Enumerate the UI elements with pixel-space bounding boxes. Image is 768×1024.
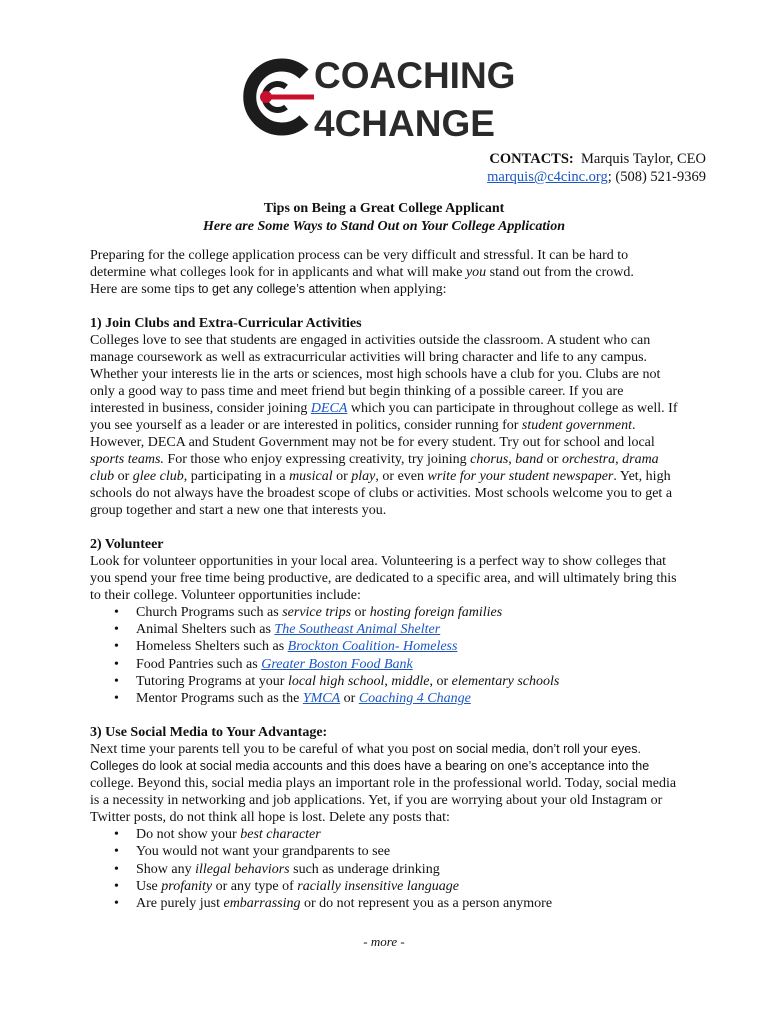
logo-accent-dot xyxy=(260,91,272,103)
text: orchestra xyxy=(561,452,616,467)
text: chorus xyxy=(470,452,509,467)
text: write for your student newspaper xyxy=(427,469,614,484)
text: profanity xyxy=(161,878,213,894)
text: Homeless Shelters such as xyxy=(136,639,288,655)
text: racially insensitive language xyxy=(297,878,459,894)
text: drama club xyxy=(90,452,659,484)
text: band xyxy=(515,452,544,467)
text: sports teams. xyxy=(90,452,164,467)
text: which you can participate in throughout college as well. If you see yourself as a leader or are interested in politics, consider running for xyxy=(90,401,678,433)
text: Tutoring Programs at your xyxy=(136,673,288,689)
text: or xyxy=(340,691,359,707)
list-item xyxy=(136,656,680,673)
text: such as underage drinking xyxy=(289,861,440,877)
text: or xyxy=(351,605,370,620)
intro-text: to get any college’s attention xyxy=(198,282,357,296)
intro-text: when applying: xyxy=(356,282,447,297)
text: play xyxy=(351,469,376,484)
contact-phone: ; (508) 521-9369 xyxy=(607,169,706,185)
text: Church Programs such as xyxy=(136,605,283,620)
text: Mentor Programs such as the xyxy=(136,691,303,707)
text: or any type of xyxy=(212,878,298,894)
title-block xyxy=(0,200,768,236)
text: , xyxy=(508,452,516,467)
brockton-coalition-link[interactable]: Brockton Coalition- Homeless xyxy=(287,639,458,655)
text: best character xyxy=(240,827,321,843)
contacts-label: CONTACTS: xyxy=(489,151,574,167)
section-3-paragraph xyxy=(90,741,680,826)
section-1-paragraph xyxy=(90,332,680,519)
logo-line-2: 4CHANGE xyxy=(314,103,495,142)
text: . Yet, high schools do not always have the broadest scope of clubs or activities. Most schools welcome you to get a group together and start a new one that interests you. xyxy=(90,469,673,518)
document-title: Tips on Being a Great College Applicant xyxy=(263,201,505,216)
text: illegal behaviors xyxy=(195,861,290,877)
list-item xyxy=(136,895,680,912)
text: , or even xyxy=(375,469,428,484)
text: glee club xyxy=(132,469,184,484)
list-item xyxy=(136,604,680,621)
text: Next time your parents tell you to be careful of what you post xyxy=(90,742,439,758)
list-item xyxy=(136,861,680,878)
deca-link[interactable]: DECA xyxy=(310,401,348,416)
text: , xyxy=(615,452,623,467)
southeast-animal-shelter-link[interactable]: The Southeast Animal Shelter xyxy=(274,622,441,638)
section-1-heading: 1) Join Clubs and Extra-Curricular Activities xyxy=(90,316,362,331)
logo-line-1: COACHING xyxy=(314,55,516,96)
text: Food Pantries such as xyxy=(136,656,262,672)
list-item xyxy=(136,621,680,638)
contacts-block xyxy=(487,150,706,186)
text: Are purely just xyxy=(136,896,224,912)
coaching-4-change-logo xyxy=(230,52,550,142)
volunteer-list xyxy=(90,604,680,707)
text: Colleges love to see that students are engaged in activities outside the classroom. A student who can manage coursework as well as extracurricular activities will bring character and life to any campus. Whether your interests lie in the arts or sciences, most high schools have a club for you. Clubs are not only a good way to pass time and meet friend but begin thinking of a possible career. If you are interested in business, consider joining xyxy=(90,333,661,416)
text: or xyxy=(332,469,352,484)
text: musical xyxy=(289,469,333,484)
coaching-4-change-link[interactable]: Coaching 4 Change xyxy=(358,691,471,707)
text: student government xyxy=(521,418,632,433)
intro-you: you xyxy=(465,265,487,280)
list-item xyxy=(136,673,680,690)
text: Show any xyxy=(136,861,196,877)
text: or xyxy=(114,469,133,484)
text: Do not show your xyxy=(136,827,241,843)
list-item: • You would not want your grandparents to see xyxy=(136,843,680,860)
list-item xyxy=(136,826,680,843)
text: elementary schools xyxy=(451,673,560,689)
intro-paragraph xyxy=(90,247,680,298)
section-2-paragraph: Look for volunteer opportunities in your local area. Volunteering is a perfect way to show colleges that you spend your free time being productive, are dedicated to a specific area, and will ultimately bring this to their college. Volunteer opportunities include: xyxy=(90,554,677,603)
text: Animal Shelters such as xyxy=(136,622,275,638)
text: on social media, don’t roll your eyes. Colleges do look at social media accounts and this does have a bearing on one’s acceptance into the xyxy=(90,742,650,774)
text: or do not represent you as a person anymore xyxy=(300,896,553,912)
text: . However, DECA and Student Government may not be for every student. Try out for school and local xyxy=(90,418,655,450)
intro-text: Preparing for the college application process can be very difficult and stressful. It can be hard to determine what colleges look for in applicants and what will make xyxy=(90,248,629,280)
list-item xyxy=(136,690,680,707)
text: service trips xyxy=(282,605,352,620)
contact-email-link[interactable]: marquis@c4cinc.org xyxy=(487,169,608,185)
document-subtitle: Here are Some Ways to Stand Out on Your College Application xyxy=(203,219,565,234)
text: local high school xyxy=(287,673,385,689)
section-3-heading: 3) Use Social Media to Your Advantage: xyxy=(90,725,328,741)
list-item xyxy=(136,638,680,655)
contact-person: Marquis Taylor, CEO xyxy=(581,151,706,167)
text: middle xyxy=(391,673,430,689)
text: hosting foreign families xyxy=(369,605,503,620)
text: , participating in a xyxy=(183,469,290,484)
ymca-link[interactable]: YMCA xyxy=(302,691,341,707)
social-media-list xyxy=(90,826,680,912)
list-item xyxy=(136,878,680,895)
text: For those who enjoy expressing creativity, try joining xyxy=(163,452,471,467)
text: , or xyxy=(429,673,452,689)
intro-text: Here are some tips xyxy=(90,282,199,297)
section-2-heading: 2) Volunteer xyxy=(90,537,164,552)
text: college. Beyond this, social media plays an important role in the professional world. Today, social media is a necessity in networking and job applications. Yet, if you are worrying about your old Instagram or Twitter posts, do not think all hope is lost. Delete any posts that: xyxy=(90,776,677,826)
more-footer: - more - xyxy=(363,934,405,949)
text: or xyxy=(543,452,562,467)
intro-text: stand out from the crowd. xyxy=(486,265,634,280)
text: Use xyxy=(136,878,162,894)
text: embarrassing xyxy=(223,896,301,912)
text: , xyxy=(384,673,392,689)
document-body xyxy=(90,247,680,912)
greater-boston-food-bank-link[interactable]: Greater Boston Food Bank xyxy=(261,656,413,672)
